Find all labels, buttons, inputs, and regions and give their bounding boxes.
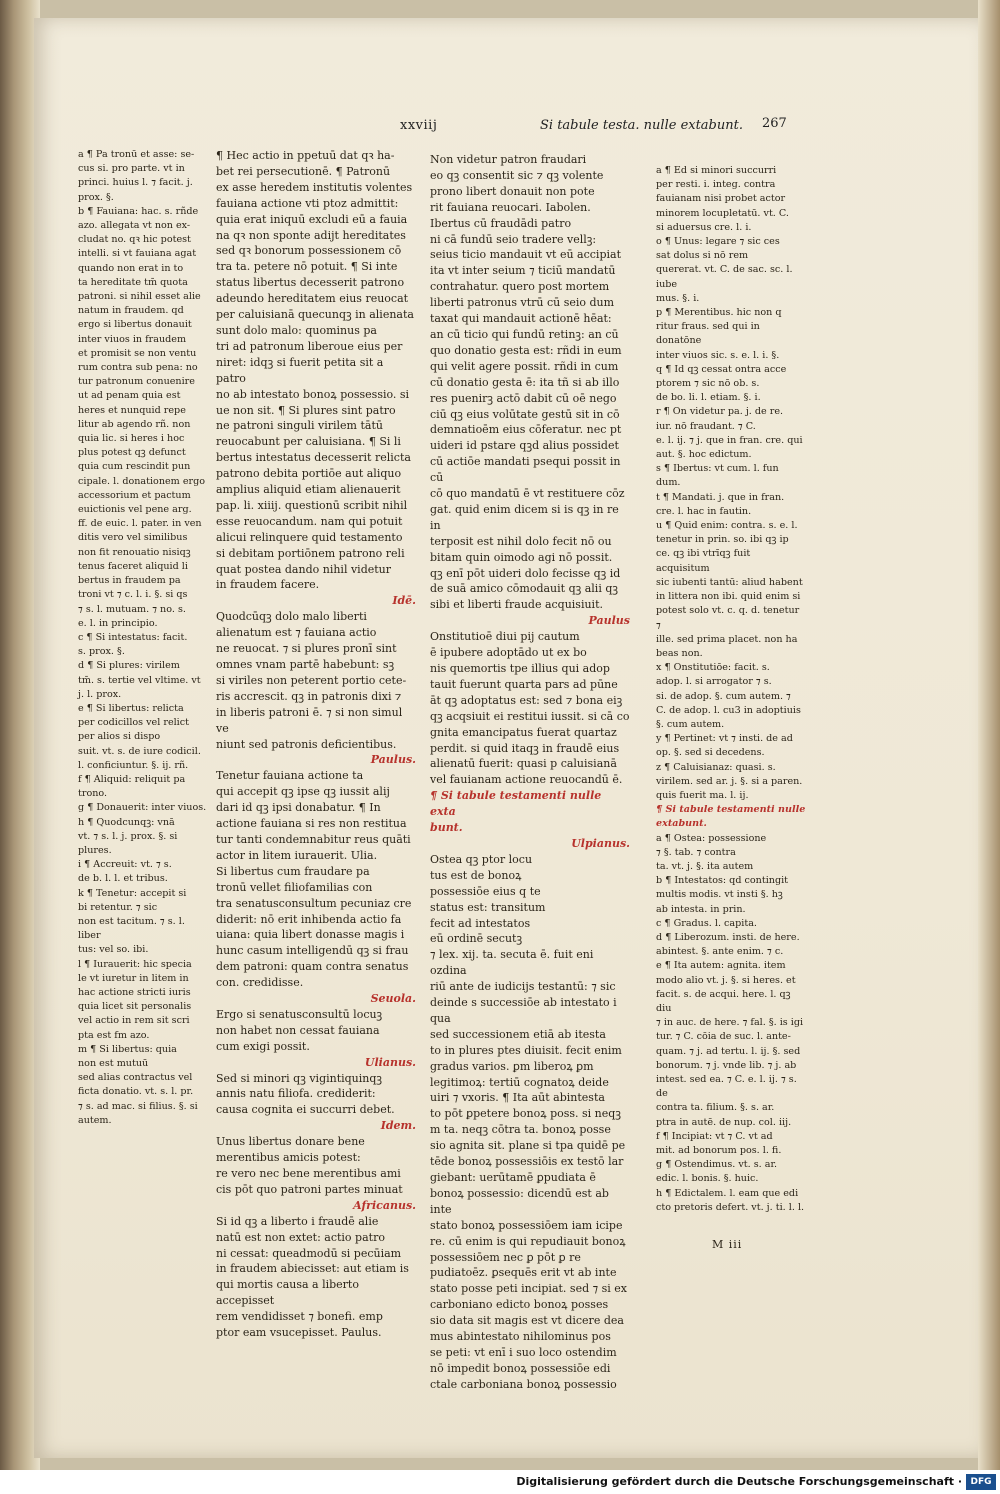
text-line: a ¶ Ostea: possessione [656, 832, 767, 844]
text-line: reuocabunt per caluisiana. ¶ Si li [216, 435, 401, 449]
text-line: nis quemortis tpe illius qui adop [430, 662, 610, 675]
text-line: Paulus. [370, 753, 416, 767]
text-line: per alios si dispo [78, 731, 161, 743]
text-line: pta est fm azo. [78, 1029, 150, 1041]
text-line: quia lic. si heres i hoc [78, 433, 185, 445]
text-line: azo. allegata vt non ex- [78, 220, 191, 232]
text-line: bitam quin oimodo agi nō possit. [430, 550, 613, 564]
text-line: inter viuos sic. s. e. l. i. §. [656, 349, 780, 361]
text-line: inter viuos in fraudem [78, 333, 187, 345]
text-line: quia erat iniquū excludi eū a fauia [216, 212, 408, 226]
text-line: Africanus. [353, 1198, 416, 1212]
text-line: a ¶ Pa tronū et asse: se- [78, 149, 195, 160]
text-line: extabunt. [656, 818, 707, 830]
text-line: i ¶ Accreuit: vt. ⁊ s. [78, 859, 172, 871]
text-line: contrahatur. quero post mortem [430, 280, 610, 294]
text-line: quando non erat in to [78, 262, 184, 274]
text-line: ⁊ s. l. mutuam. ⁊ no. s. [78, 603, 186, 615]
text-line: amplius aliquid etiam alienauerit [216, 483, 401, 497]
text-line: troni vt ⁊ c. l. i. §. si qs [78, 589, 188, 601]
text-line: m ¶ Si libertus: quia [78, 1043, 177, 1055]
text-line: sio data sit magis est vt dicere dea [430, 1314, 624, 1328]
text-line: Sed si minori qꝫ vigintiquinqꝫ [216, 1071, 383, 1085]
text-line: con. credidisse. [216, 976, 304, 990]
text-line: ille. sed prima placet. non ha [656, 633, 798, 645]
text-line: ciū qꝫ eius volūtate gestū sit in cō [430, 407, 620, 421]
text-line: tur patronum conuenire [78, 376, 195, 388]
text-line: non est tacitum. ⁊ s. l. liber [78, 915, 185, 942]
text-line: non est mutuū [78, 1058, 149, 1069]
text-line: gat. quid enim dicem si is qꝫ in re in [430, 502, 619, 532]
text-line: possessiōe eius q te [430, 884, 541, 898]
text-line: potest solo vt. c. q. d. tenetur ⁊ [656, 605, 800, 631]
text-line: to in plures ptes diuisit. fecit enim [430, 1043, 622, 1057]
text-line: c ¶ Si intestatus: facit. [78, 631, 188, 643]
text-line: dem patroni: quam contra senatus [216, 960, 409, 974]
text-line: cō quo mandatū ē vt restituere cōz [430, 487, 625, 501]
text-line: e. l. ij. ⁊ j. que in fran. cre. qui [656, 434, 803, 446]
text-line: tra ta. petere nō potuit. ¶ Si inte [216, 260, 398, 274]
text-line: vt. ⁊ s. l. j. prox. §. si [78, 830, 178, 842]
text-line: tur. ⁊ C. cōia de suc. l. ante- [656, 1031, 791, 1043]
text-line: cre. l. hac in fautin. [656, 505, 752, 517]
text-line: āt qꝫ adoptatus est: sed ⁊ bona eiꝫ [430, 693, 623, 707]
dfg-logo: DFG [966, 1474, 996, 1490]
text-line: o ¶ Unus: legare ⁊ sic ces [656, 236, 780, 248]
text-line: seius ticio mandauit vt eū accipiat [430, 248, 621, 262]
text-line: an cū ticio qui fundū retinꝫ: an cū [430, 327, 619, 341]
text-line: nō impedit bonoꝝ possessiōe edi [430, 1361, 611, 1375]
text-line: contra ta. filium. §. s. ar. [656, 1102, 775, 1114]
text-line: qꝫ acqsiuit ei restitui iussit. si cā co [430, 709, 630, 723]
text-line: carboniano edicto bonoꝝ posses [430, 1298, 609, 1312]
text-line: s. prox. §. [78, 646, 125, 658]
text-line: quo donatio gesta est: rñdi in eum [430, 343, 622, 357]
text-line: multis modis. vt insti §. hꝫ [656, 889, 783, 901]
text-line: ergo si libertus donauit [78, 319, 192, 331]
text-line: r ¶ On videtur pa. j. de re. [656, 406, 784, 418]
text-line: patrono debita portiōe aut aliquo [216, 467, 402, 481]
text-line: vel fauianam actione reuocandū ē. [430, 773, 623, 787]
text-line: sed alias contractus vel [78, 1072, 193, 1084]
page-edge [978, 0, 1000, 1470]
text-line: tus: vel so. ibi. [78, 944, 149, 956]
text-line: ¶ Si tabule testamenti nulle [656, 804, 806, 816]
text-line: uiana: quia libert donasse magis i [216, 928, 405, 942]
text-line: terposit est nihil dolo fecit nō ou [430, 534, 612, 548]
text-line: tra senatusconsultum pecuniaz cre [216, 896, 412, 910]
text-line: et promisit se non ventu [78, 347, 197, 359]
text-line: ¶ Hec actio in ppetuū dat qꝛ ha- [216, 149, 395, 162]
text-line: Si id qꝫ a liberto i fraudē alie [216, 1214, 379, 1228]
text-line: perdit. si quid itaqꝫ in fraudē eius [430, 741, 620, 755]
text-line: tur tanti condemnabitur reus quāti [216, 832, 411, 846]
running-title: Si tabule testa. nulle extabunt. [540, 118, 743, 133]
text-line: tm̄. s. tertie vel vltime. vt [78, 674, 201, 686]
text-line: merentibus amicis potest: [216, 1151, 361, 1165]
text-line: Ulianus. [364, 1055, 416, 1069]
text-line: actor in litem iurauerit. Ulia. [216, 848, 378, 862]
text-line: cus si. pro parte. vt in [78, 163, 185, 175]
text-line: f ¶ Incipiat: vt ⁊ C. vt ad [656, 1130, 773, 1142]
text-line: beas non. [656, 647, 703, 659]
text-line: quat postea dando nihil videtur [216, 562, 392, 576]
text-line: ab intesta. in prin. [656, 903, 746, 915]
text-line: tenus faceret aliquid li [78, 560, 188, 572]
text-line: Ibertus cū fraudādi patro [430, 216, 572, 230]
text-line: autem. [78, 1114, 112, 1126]
text-line: intest. sed ea. ⁊ C. e. l. ij. ⁊ s. de [656, 1074, 797, 1100]
text-line: modo alio vt. j. §. si heres. et [656, 974, 796, 986]
text-line: de suā amico cōmodauit qꝫ alii qꝫ [430, 582, 619, 596]
text-line: p ¶ Merentibus. hic non q [656, 307, 782, 319]
text-line: s ¶ Ibertus: vt cum. l. fun [656, 463, 779, 475]
text-line: diderit: nō erit inhibenda actio fa [216, 912, 402, 926]
text-line: tus est de bonoꝝ [430, 868, 522, 882]
text-line: ita vt inter seium ⁊ ticiū mandatū [430, 264, 616, 278]
text-line: j. l. prox. [78, 688, 122, 700]
text-line: natum in fraudem. qd [78, 305, 184, 317]
text-line: ⁊ lex. xij. ta. secuta ē. fuit eni ozdina [430, 948, 594, 978]
text-line: cum exigi possit. [216, 1039, 310, 1053]
text-line: de bo. li. l. etiam. §. i. [656, 392, 761, 404]
text-line: ta hereditate tm̄ quota [78, 276, 188, 288]
text-line: c ¶ Gradus. l. capita. [656, 917, 757, 929]
text-line: eo qꝫ consentit sic ⁊ qꝫ volente [430, 168, 604, 182]
text-line: in liberis patroni ē. ⁊ si non simul ve [216, 705, 403, 735]
text-line: bertus in fraudem pa [78, 575, 181, 587]
text-line: qui accepit qꝫ ipse qꝫ iussit alij [216, 785, 390, 799]
text-line: de b. l. l. et tribus. [78, 873, 168, 885]
text-line: heres et nunquid repe [78, 404, 186, 416]
text-line: liberti patronus vtrū cū seio dum [430, 296, 615, 310]
text-line: sibi et liberti fraude acquisiuit. [430, 598, 603, 612]
text-line: qui mortis causa a liberto accepisset [216, 1278, 359, 1308]
funding-notice: Digitalisierung gefördert durch die Deutsche Forschungsgemeinschaft · [516, 1475, 962, 1488]
text-line: suit. vt. s. de iure codicil. [78, 745, 201, 757]
text-line: per resti. i. integ. contra [656, 179, 776, 191]
text-line: alienatum est ⁊ fauiana actio [216, 626, 377, 640]
text-line: Si libertus cum fraudare pa [216, 864, 370, 878]
text-line: bi retentur. ⁊ sic [78, 901, 158, 913]
text-line: adop. l. si arrogator ⁊ s. [656, 676, 772, 688]
text-line: hunc casum intelligendū qꝫ si frau [216, 944, 409, 958]
text-column-right [430, 152, 630, 1393]
text-line: in fraudem abiecisset: aut etiam is [216, 1262, 409, 1276]
text-line: ctale carboniana bonoꝝ possessio [430, 1377, 617, 1391]
text-line: taxat qui mandauit actionē hēat: [430, 312, 612, 326]
gloss-column-right [656, 164, 806, 1215]
text-line: f ¶ Aliquid: reliquit pa [78, 773, 186, 785]
text-line: ptra in autē. de nup. col. iij. [656, 1116, 792, 1128]
text-line: litur ab agendo rñ. non [78, 418, 191, 430]
text-line: euictionis vel pene arg. [78, 504, 192, 516]
text-line: qꝫ enī pōt uideri dolo fecisse qꝫ id [430, 566, 621, 580]
text-line: natū est non extet: actio patro [216, 1230, 385, 1244]
text-line: cludat no. qꝛ hic potest [78, 234, 191, 246]
text-line: g ¶ Ostendimus. vt. s. ar. [656, 1159, 778, 1171]
text-line: bertus intestatus decesserit relicta [216, 451, 411, 465]
text-line: se peti: vt enī i suo loco ostendim [430, 1345, 617, 1359]
text-line: bonoꝝ possessio: dicendū est ab inte [430, 1186, 609, 1216]
text-line: ce. qꝫ ibi vtrīqꝫ fuit acquisitum [656, 548, 751, 574]
text-line: riū ante de iudicijs testantū: ⁊ sic [430, 980, 616, 994]
text-line: sat dolus si nō rem [656, 250, 749, 262]
text-line: cipale. l. donationem ergo [78, 475, 206, 487]
text-line: sed successionem etiā ab itesta [430, 1027, 606, 1041]
text-line: d ¶ Liberozum. insti. de here. [656, 931, 800, 943]
text-line: eū ordinē secutꝫ [430, 932, 523, 946]
text-line: adeundo hereditatem eius reuocat [216, 292, 409, 306]
text-line: abintest. §. ante enim. ⁊ c. [656, 946, 784, 958]
text-line: per caluisianā quecunqꝫ in alienata [216, 308, 414, 322]
text-line: dari id qꝫ ipsi donabatur. ¶ In [216, 801, 381, 815]
text-line: t ¶ Mandati. j. que in fran. [656, 491, 785, 503]
text-line: ff. de euic. l. pater. in ven [78, 518, 202, 530]
text-line: ⁊ §. tab. ⁊ contra [656, 846, 736, 858]
text-line: prono libert donauit non pote [430, 184, 595, 198]
text-line: bet rei persecutionē. ¶ Patronū [216, 164, 391, 178]
text-line: re vero nec bene merentibus ami [216, 1167, 401, 1180]
text-line: quia cum rescindit pun [78, 461, 191, 473]
text-line: fecit ad intestatos [430, 916, 531, 930]
text-line: ris accrescit. qꝫ in patronis dixi ⁊ [216, 689, 402, 703]
text-line: mus. §. i. [656, 292, 700, 304]
text-line: ue non sit. ¶ Si plures sint patro [216, 403, 396, 417]
text-line: ut ad penam quia est [78, 390, 181, 402]
text-line: Tenetur fauiana actione ta [216, 769, 364, 783]
text-line: y ¶ Pertinet: vt ⁊ insti. de ad [656, 733, 793, 745]
text-line: tenetur in prin. so. ibi qꝫ ip [656, 534, 789, 546]
text-column-left [216, 148, 416, 1341]
text-line: x ¶ Onstitutiōe: facit. s. [656, 662, 770, 674]
text-line: cto pretoris defert. vt. j. ti. l. l. [656, 1201, 805, 1213]
text-line: b ¶ Intestatos: qd contingit [656, 875, 789, 887]
text-line: tēde bonoꝝ possessiōis ex testō lar [430, 1155, 624, 1169]
text-line: uideri id pstare qꝫd alius possidet [430, 439, 619, 453]
text-line: ritur fraus. sed qui in donatōne [656, 321, 760, 347]
text-line: ta. vt. j. §. ita autem [656, 860, 754, 872]
text-line: rit fauiana reuocari. Iabolen. [430, 200, 591, 214]
text-line: legitimoꝝ: tertiū cognatoꝝ deide [430, 1075, 609, 1089]
text-line: l ¶ Iurauerit: hic specia [78, 958, 192, 970]
text-line: alicui relinquere quid testamento [216, 530, 403, 544]
text-line: niunt sed patronis deficientibus. [216, 737, 397, 751]
text-line: quia licet sit personalis [78, 1001, 192, 1013]
text-line: si. de adop. §. cum autem. ⁊ [656, 690, 791, 702]
text-line: virilem. sed ar. j. §. si a paren. [656, 775, 803, 787]
text-line: omnes vnam partē habebunt: sꝫ [216, 658, 395, 671]
text-line: u ¶ Quid enim: contra. s. e. l. [656, 520, 798, 532]
text-line: si viriles non peterent portio cete- [216, 673, 407, 687]
text-line: dum. [656, 477, 681, 489]
text-line: na qꝛ non sponte adijt hereditates [216, 228, 406, 242]
text-line: ditis vero vel similibus [78, 532, 188, 544]
text-line: tauit fuerunt quarta pars ad pūne [430, 677, 618, 691]
text-line: rum contra sub pena: no [78, 362, 198, 374]
text-line: mit. ad bonorum pos. l. fi. [656, 1145, 782, 1157]
text-line: iur. nō fraudant. ⁊ C. [656, 420, 756, 432]
text-line: quis fuerit ma. l. ij. [656, 789, 749, 801]
text-line: mus abintestato nihilominus pos [430, 1330, 611, 1344]
text-line: status libertus decesserit patrono [216, 276, 405, 290]
text-line: per codicillos vel relict [78, 717, 189, 729]
text-line: in littera non ibi. quid enim si [656, 591, 801, 603]
text-line: accessorium et pactum [78, 489, 191, 501]
text-line: ne reuocat. ⁊ si plures pronī sint [216, 642, 397, 656]
text-line: fauianam nisi probet actor [656, 193, 786, 205]
text-line: Seuola. [370, 992, 416, 1006]
text-line: pap. li. xiiij. questionū scribit nihil [216, 498, 408, 512]
quire-signature: M iii [712, 1238, 743, 1251]
text-line: e ¶ Ita autem: agnita. item [656, 960, 786, 972]
text-line: gnita emancipatus fuerat quartaz [430, 725, 617, 739]
text-line: Unus libertus donare bene [216, 1135, 365, 1149]
text-line: ¶ Si tabule testamenti nulle exta [430, 789, 602, 819]
gloss-column-left [78, 148, 208, 1128]
text-line: sed qꝛ bonorum possessionem cō [216, 244, 402, 258]
text-line: possessiōem nec ꝑ pōt ꝑ re [430, 1250, 581, 1264]
text-line: si aduersus cre. l. i. [656, 221, 752, 233]
text-line: vel actio in rem sit scri [78, 1015, 190, 1027]
text-line: causa cognita ei succurri debet. [216, 1103, 395, 1117]
text-line: niret: idqꝫ si fuerit petita sit a patro [216, 355, 384, 385]
text-line: Ostea qꝫ ptor locu [430, 852, 533, 866]
text-line: Quodcūqꝫ dolo malo liberti [216, 610, 367, 624]
text-line: tronū vellet filiofamilias con [216, 880, 373, 894]
text-line: ⁊ in auc. de here. ⁊ fal. §. is igi [656, 1017, 804, 1029]
text-line: res puenirꝫ actō dabit cū oē nego [430, 391, 617, 405]
page-number: 267 [762, 116, 787, 131]
text-line: q ¶ Id qꝫ cessat ontra acce [656, 363, 787, 375]
text-line: minorem locupletatū. vt. C. [656, 207, 789, 219]
text-line: to pōt ꝑpetere bonoꝝ poss. si neqꝫ [430, 1107, 621, 1121]
text-line: re. cū enim is qui repudiauit bonoꝝ [430, 1234, 626, 1248]
text-line: ficta donatio. vt. s. l. pr. [78, 1086, 194, 1098]
text-line: Paulus [588, 614, 630, 628]
text-line: intelli. si vt fauiana agat [78, 248, 197, 260]
text-line: op. §. sed si decedens. [656, 747, 765, 759]
text-line: giebant: uerūtamē ꝑpudiata ē [430, 1171, 596, 1184]
text-line: plus potest qꝫ defunct [78, 447, 186, 459]
text-line: uiri ⁊ vxoris. ¶ Ita aūt abintesta [430, 1091, 605, 1105]
text-line: sic iubenti tantū: aliud habent [656, 576, 803, 588]
text-line: Non videtur patron fraudari [430, 153, 587, 166]
text-line: status est: transitum [430, 900, 546, 914]
text-line: sunt dolo malo: quominus pa [216, 323, 377, 337]
text-line: sio agnita sit. plane si tpa quidē pe [430, 1139, 626, 1153]
text-line: cis pōt quo patroni partes minuat [216, 1182, 403, 1196]
text-line: gradus varios. ꝑm liberoꝝ ꝑm [430, 1059, 594, 1073]
text-line: no ab intestato bonoꝝ possessio. si [216, 387, 410, 401]
text-line: le vt iuretur in litem in [78, 972, 189, 984]
text-line: e. l. in principio. [78, 617, 158, 629]
text-line: ptor eam vsucepisset. Paulus. [216, 1326, 382, 1340]
text-line: annis natu filiofa. crediderit: [216, 1087, 376, 1101]
text-line: rem vendidisset ⁊ bonefi. emp [216, 1310, 383, 1324]
text-line: e ¶ Si libertus: relicta [78, 702, 184, 714]
text-line: stato bonoꝝ possessiōem iam icipe [430, 1218, 623, 1232]
footer-bar [0, 1470, 1000, 1494]
text-line: bunt. [430, 821, 463, 835]
text-line: plures. [78, 844, 112, 856]
text-line: edic. l. bonis. §. huic. [656, 1173, 759, 1185]
text-line: demnatioēm eius cōferatur. nec pt [430, 423, 622, 437]
text-line: ni cessat: queadmodū si pecūiam [216, 1246, 402, 1260]
text-line: non fit renouatio nisiqꝫ [78, 546, 191, 558]
text-line: Idem. [380, 1119, 416, 1133]
text-line: bonorum. ⁊ j. vnde lib. ⁊ j. ab [656, 1059, 797, 1071]
text-line: stato posse peti incipiat. sed ⁊ si ex [430, 1282, 627, 1296]
text-line: Ulpianus. [571, 836, 630, 850]
text-line: patroni. si nihil esset alie [78, 291, 201, 303]
text-line: h ¶ Edictalem. l. eam que edi [656, 1187, 799, 1199]
text-line: hac actione stricti iuris [78, 986, 191, 998]
text-line: quererat. vt. C. de sac. sc. l. iube [656, 264, 793, 290]
text-line: quam. ⁊ j. ad tertu. l. ij. §. sed [656, 1045, 801, 1057]
text-line: ne patroni singuli virilem tātū [216, 419, 383, 433]
text-line: alienatū fuerit: quasi p caluisianā [430, 757, 617, 771]
text-line: b ¶ Fauiana: hac. s. rñde [78, 205, 199, 217]
text-line: k ¶ Tenetur: accepit si [78, 887, 187, 899]
text-line: ē ipubere adoptādo ut ex bo [430, 646, 587, 660]
text-line: pudiatoēz. ꝑsequēs erit vt ab inte [430, 1266, 617, 1280]
text-line: h ¶ Quodcunqꝫ: vnā [78, 816, 175, 828]
text-line: C. de adop. l. cu3 in adoptiuis [656, 704, 801, 716]
text-line: ex asse heredem institutis volentes [216, 180, 413, 194]
text-line: Idē. [392, 594, 416, 608]
text-line: tri ad patronum liberoue eius per [216, 339, 403, 353]
text-line: aut. §. hoc edictum. [656, 449, 752, 461]
text-line: prox. §. [78, 191, 114, 203]
text-line: cū actiōe mandati psequi possit in cū [430, 455, 621, 485]
text-line: a ¶ Ed si minori succurri [656, 165, 777, 176]
text-line: §. cum autem. [656, 718, 725, 730]
text-line: Onstitutioē diui pij cautum [430, 630, 580, 644]
text-line: ni cā fundū seio tradere vellꝫ: [430, 232, 597, 246]
text-line: princi. huius l. ⁊ facit. j. [78, 177, 193, 189]
text-line: qui velit agere possit. rñdi in cum [430, 359, 619, 373]
text-line: fauiana actione vti ptoz admittit: [216, 196, 399, 210]
text-line: ptorem ⁊ sic nō ob. s. [656, 378, 760, 390]
text-line: trono. [78, 788, 108, 800]
text-line: in fraudem facere. [216, 578, 320, 592]
text-line: si debitam portiōnem patrono reli [216, 546, 405, 560]
text-line: actione fauiana si res non restitua [216, 817, 407, 831]
text-line: l. conficiuntur. §. ij. rñ. [78, 759, 189, 771]
text-line: z ¶ Caluisianaz: quasi. s. [656, 761, 776, 773]
text-line: ⁊ s. ad mac. si filius. §. si [78, 1100, 198, 1112]
text-line: deinde s successiōe ab intestato i qua [430, 996, 617, 1025]
text-line: cū donatio gesta ē: ita tñ si ab illo [430, 375, 620, 389]
text-line: esse reuocandum. nam qui potuit [216, 514, 403, 528]
text-line: g ¶ Donauerit: inter viuos. [78, 802, 207, 814]
text-line: facit. s. de acqui. here. l. qꝫ diu [656, 988, 791, 1014]
text-line: non habet non cessat fauiana [216, 1023, 380, 1037]
text-line: m ta. neqꝫ cōtra ta. bonoꝝ posse [430, 1123, 611, 1137]
text-line: d ¶ Si plures: virilem [78, 660, 180, 672]
folio-signature: xxviij [400, 118, 438, 133]
text-line: Ergo si senatusconsultū locuꝫ [216, 1007, 383, 1021]
